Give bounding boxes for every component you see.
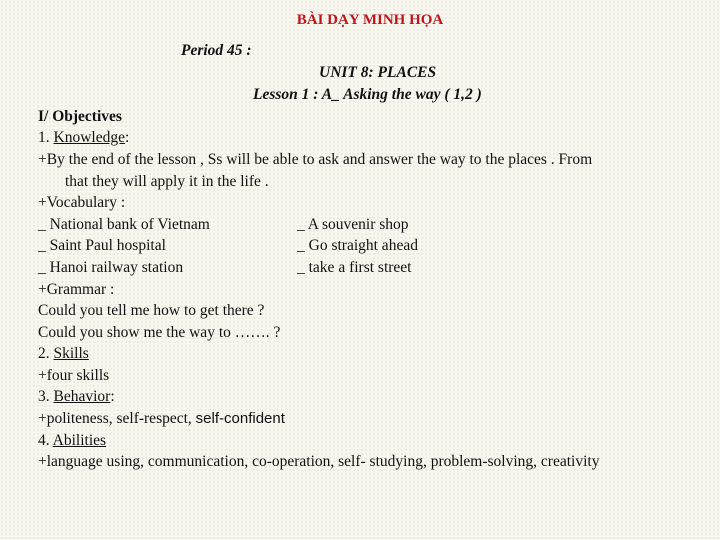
- knowledge-number: 1.: [38, 129, 54, 146]
- skills-number: 2.: [38, 345, 54, 362]
- abilities-line: +language using, communication, co-operation, self- studying, problem-solving, creativity: [38, 453, 600, 470]
- grammar-line: Could you tell me how to get there ?: [38, 302, 265, 319]
- skills-heading: [38, 345, 89, 363]
- knowledge-colon: :: [124, 129, 130, 146]
- unit-title: UNIT 8: PLACES: [319, 64, 437, 81]
- behavior-colon: :: [110, 388, 115, 405]
- abilities-number: 4.: [38, 432, 53, 449]
- behavior-heading: [38, 388, 115, 406]
- objectives-heading: I/ Objectives: [38, 108, 122, 125]
- knowledge-line-1: +By the end of the lesson , Ss will be able to ask and answer the way to the places . From: [38, 151, 593, 168]
- behavior-line-sans: self-confident: [195, 410, 285, 427]
- vocabulary-heading: +Vocabulary :: [38, 194, 126, 211]
- vocabulary-item: _ Hanoi railway station: [38, 259, 184, 276]
- behavior-line: [38, 410, 285, 428]
- skills-label: Skills: [53, 345, 89, 362]
- page-title: BÀI DẠY MINH HỌA: [296, 12, 444, 28]
- period-label: Period 45 :: [181, 42, 252, 59]
- knowledge-label: Knowledge: [53, 129, 125, 146]
- skills-line: +four skills: [38, 367, 110, 384]
- behavior-label: Behavior: [53, 388, 111, 405]
- knowledge-line-2: that they will apply it in the life .: [65, 173, 269, 190]
- knowledge-heading: [38, 129, 129, 147]
- grammar-line: Could you show me the way to ……. ?: [38, 324, 281, 341]
- vocabulary-item: _ Go straight ahead: [297, 237, 418, 254]
- vocabulary-item: _ Saint Paul hospital: [38, 237, 166, 254]
- abilities-heading: [38, 432, 106, 450]
- behavior-number: 3.: [38, 388, 54, 405]
- abilities-label: Abilities: [52, 432, 107, 449]
- grammar-heading: +Grammar :: [38, 281, 115, 298]
- vocabulary-item: _ take a first street: [297, 259, 412, 276]
- behavior-line-serif: +politeness, self-respect,: [38, 410, 196, 427]
- lesson-title: Lesson 1 : A_ Asking the way ( 1,2 ): [253, 86, 482, 103]
- vocabulary-item: _ National bank of Vietnam: [38, 216, 210, 233]
- vocabulary-item: _ A souvenir shop: [297, 216, 409, 233]
